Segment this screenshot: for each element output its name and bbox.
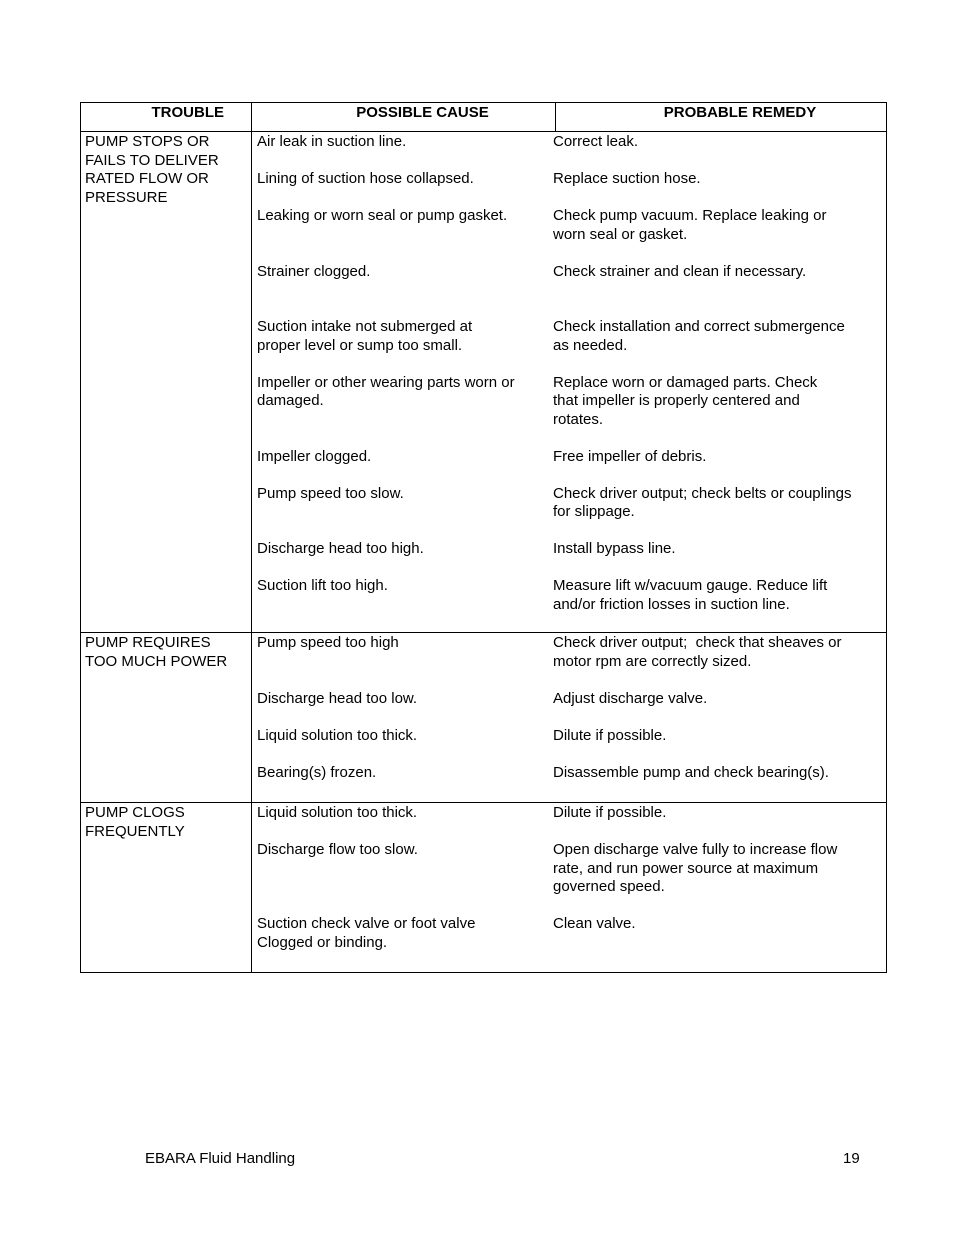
- cause-line: Discharge head too low.: [257, 689, 418, 707]
- remedy-line: as needed.: [553, 336, 628, 354]
- probable-remedy: [549, 915, 886, 952]
- probable-remedy: [549, 133, 886, 152]
- remedy-line: motor rpm are correctly sized.: [553, 652, 752, 670]
- remedy-line: that impeller is properly centered and: [553, 392, 800, 409]
- cause-line: Impeller clogged.: [257, 447, 372, 465]
- cause-remedy-pair: [252, 915, 886, 952]
- cause-line: Impeller or other wearing parts worn or: [257, 373, 515, 391]
- cause-remedy-pair: [252, 577, 886, 614]
- trouble-line: PUMP CLOGS: [85, 804, 185, 821]
- possible-cause: [252, 634, 549, 671]
- cause-line: Discharge flow too slow.: [257, 841, 418, 858]
- trouble-line: PRESSURE: [85, 188, 168, 206]
- table-row: [81, 132, 887, 633]
- probable-remedy: [549, 764, 886, 783]
- header-possible-cause: POSSIBLE CAUSE: [252, 103, 556, 132]
- probable-remedy: [549, 804, 886, 823]
- cause-remedy-pair: [252, 634, 886, 671]
- cause-line: Clogged or binding.: [257, 933, 388, 951]
- cause-remedy-pair: [252, 804, 886, 823]
- cause-remedy-pair: [252, 841, 886, 897]
- cause-remedy-pair: [252, 448, 886, 467]
- remedy-line: Replace suction hose.: [553, 170, 701, 187]
- trouble-cell: [81, 633, 252, 803]
- remedy-line: Install bypass line.: [553, 540, 676, 557]
- probable-remedy: [549, 690, 886, 709]
- cause-line: damaged.: [257, 392, 324, 409]
- cause-line: Suction intake not submerged at: [257, 318, 473, 335]
- cause-line: Pump speed too high: [257, 634, 399, 651]
- probable-remedy: [549, 170, 886, 189]
- remedy-line: governed speed.: [553, 878, 665, 895]
- possible-cause: [252, 448, 549, 467]
- cause-line: proper level or sump too small.: [257, 336, 463, 354]
- probable-remedy: [549, 448, 886, 467]
- remedy-line: Dilute if possible.: [553, 726, 667, 744]
- probable-remedy: [549, 207, 886, 244]
- probable-remedy: [549, 577, 886, 614]
- trouble-line: FREQUENTLY: [85, 822, 185, 840]
- trouble-line: PUMP REQUIRES: [85, 634, 211, 651]
- probable-remedy: [549, 485, 886, 522]
- cause-remedy-pair: [252, 727, 886, 746]
- possible-cause: [252, 318, 549, 355]
- footer-page-number: 19: [843, 1150, 860, 1167]
- cause-line: Liquid solution too thick.: [257, 726, 418, 744]
- possible-cause: [252, 915, 549, 952]
- possible-cause: [252, 804, 549, 823]
- trouble-line: FAILS TO DELIVER: [85, 151, 219, 169]
- cause-line: Discharge head too high.: [257, 540, 424, 557]
- possible-cause: [252, 133, 549, 152]
- remedy-line: rate, and run power source at maximum: [553, 859, 819, 877]
- trouble-cell: [81, 132, 252, 633]
- cause-line: Liquid solution too thick.: [257, 804, 418, 821]
- remedy-line: Measure lift w/vacuum gauge. Reduce lift: [553, 577, 828, 594]
- cause-remedy-pair: [252, 540, 886, 559]
- trouble-line: TOO MUCH POWER: [85, 652, 228, 670]
- remedy-line: and/or friction losses in suction line.: [553, 595, 790, 613]
- probable-remedy: [549, 841, 886, 897]
- remedy-line: Check driver output; check that sheaves or: [553, 634, 842, 651]
- possible-cause: [252, 690, 549, 709]
- cause-remedy-pair: [252, 485, 886, 522]
- cause-remedy-pair: [252, 764, 886, 783]
- possible-cause: [252, 764, 549, 783]
- cause-remedy-pair: [252, 318, 886, 355]
- cause-line: Air leak in suction line.: [257, 133, 407, 150]
- remedy-line: Check pump vacuum. Replace leaking or: [553, 207, 827, 224]
- trouble-line: PUMP STOPS OR: [85, 133, 210, 150]
- possible-cause: [252, 540, 549, 559]
- probable-remedy: [549, 540, 886, 559]
- header-probable-remedy: PROBABLE REMEDY: [556, 103, 887, 132]
- cause-line: Suction check valve or foot valve: [257, 915, 476, 932]
- possible-cause: [252, 485, 549, 522]
- remedy-line: Check driver output; check belts or couplings: [553, 484, 852, 502]
- probable-remedy: [549, 634, 886, 671]
- remedy-line: Adjust discharge valve.: [553, 689, 708, 707]
- header-trouble: TROUBLE: [81, 103, 252, 132]
- remedy-line: Check strainer and clean if necessary.: [553, 262, 807, 280]
- remedy-line: Dilute if possible.: [553, 804, 667, 821]
- trouble-line: RATED FLOW OR: [85, 170, 209, 187]
- remedy-line: for slippage.: [553, 503, 635, 520]
- possible-cause: [252, 207, 549, 244]
- possible-cause: [252, 170, 549, 189]
- remedy-line: Free impeller of debris.: [553, 447, 707, 465]
- possible-cause: [252, 577, 549, 614]
- probable-remedy: [549, 727, 886, 746]
- cause-remedy-pair: [252, 690, 886, 709]
- probable-remedy: [549, 374, 886, 430]
- remedy-line: Open discharge valve fully to increase flow: [553, 841, 838, 858]
- cause-line: Bearing(s) frozen.: [257, 763, 377, 781]
- cause-remedy-cell: [252, 132, 887, 633]
- possible-cause: [252, 841, 549, 897]
- cause-line: Lining of suction hose collapsed.: [257, 170, 474, 187]
- table-header-row: [81, 103, 887, 132]
- cause-remedy-pair: [252, 133, 886, 152]
- remedy-line: worn seal or gasket.: [553, 225, 688, 243]
- possible-cause: [252, 374, 549, 430]
- remedy-line: Disassemble pump and check bearing(s).: [553, 763, 829, 781]
- cause-remedy-cell: [252, 803, 887, 973]
- cause-remedy-pair: [252, 374, 886, 430]
- troubleshooting-table: [80, 102, 887, 973]
- possible-cause: [252, 727, 549, 746]
- cause-remedy-cell: [252, 633, 887, 803]
- table-row: [81, 633, 887, 803]
- remedy-line: Replace worn or damaged parts. Check: [553, 373, 818, 391]
- footer-company: EBARA Fluid Handling: [145, 1150, 296, 1167]
- cause-remedy-pair: [252, 207, 886, 244]
- remedy-line: Check installation and correct submergence: [553, 318, 845, 335]
- possible-cause: [252, 263, 549, 282]
- table-row: [81, 803, 887, 973]
- cause-remedy-pair: [252, 170, 886, 189]
- cause-line: Pump speed too slow.: [257, 484, 404, 502]
- cause-line: Suction lift too high.: [257, 577, 388, 594]
- cause-remedy-pair: [252, 263, 886, 282]
- probable-remedy: [549, 263, 886, 282]
- remedy-line: rotates.: [553, 410, 604, 428]
- cause-line: Strainer clogged.: [257, 262, 371, 280]
- cause-line: Leaking or worn seal or pump gasket.: [257, 207, 508, 224]
- probable-remedy: [549, 318, 886, 355]
- remedy-line: Clean valve.: [553, 915, 636, 932]
- remedy-line: Correct leak.: [553, 133, 639, 150]
- trouble-cell: [81, 803, 252, 973]
